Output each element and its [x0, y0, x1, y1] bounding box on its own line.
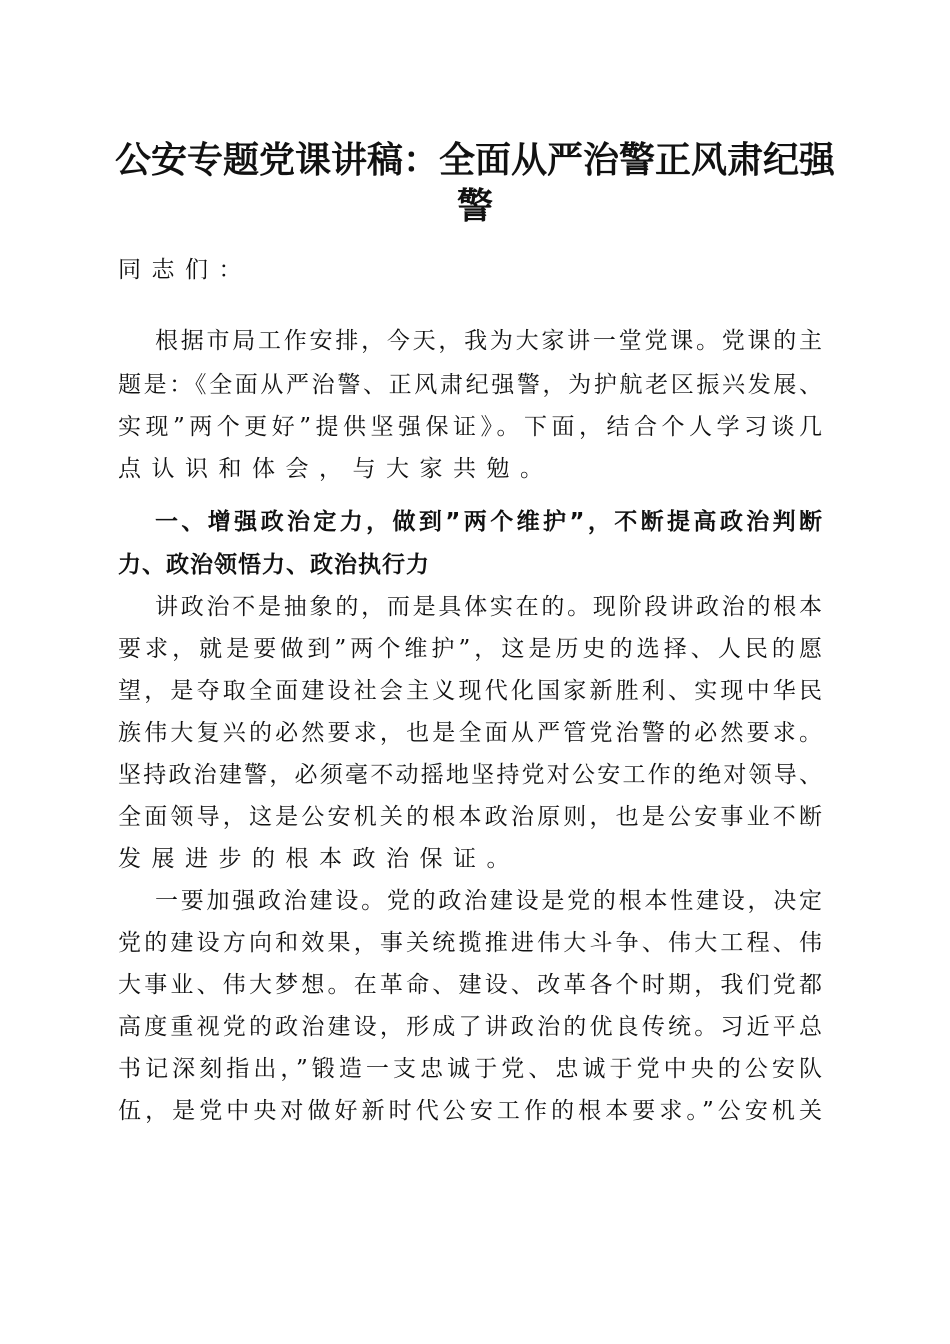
heading-line: 力、政治领悟力、政治执行力: [118, 552, 430, 578]
text-line: 实现”两个更好”提供坚强保证》。下面，结合个人学习谈几: [118, 414, 822, 440]
text-line: 望，是夺取全面建设社会主义现代化国家新胜利、实现中华民: [118, 678, 822, 704]
text-line: 党的建设方向和效果，事关统揽推进伟大斗争、伟大工程、伟: [118, 930, 822, 956]
text-line: 一要加强政治建设。党的政治建设是党的根本性建设，决定: [155, 888, 822, 914]
heading-line: 一、增强政治定力，做到”两个维护”，不断提高政治判断: [155, 509, 822, 535]
text-line: 坚持政治建警，必须毫不动摇地坚持党对公安工作的绝对领导、: [118, 762, 822, 788]
text-line: 要求，就是要做到”两个维护”，这是历史的选择、人民的愿: [118, 636, 822, 662]
document-title-line-1: 公安专题党课讲稿：全面从严治警正风肃纪强: [114, 139, 835, 181]
document-title-line-2: 警: [456, 185, 493, 227]
text-line: 讲政治不是抽象的，而是具体实在的。现阶段讲政治的根本: [155, 594, 822, 620]
text-line: 族伟大复兴的必然要求，也是全面从严管党治警的必然要求。: [118, 720, 822, 746]
text-line: 书记深刻指出，”锻造一支忠诚于党、忠诚于党中央的公安队: [118, 1056, 822, 1082]
text-line: 伍，是党中央对做好新时代公安工作的根本要求。”公安机关: [118, 1098, 822, 1124]
text-line: 题是：《全面从严治警、正风肃纪强警，为护航老区振兴发展、: [118, 372, 822, 398]
salutation: 同志们：: [118, 257, 252, 283]
text-line: 点认识和体会，与大家共勉。: [118, 456, 554, 482]
text-line: 高度重视党的政治建设，形成了讲政治的优良传统。习近平总: [118, 1014, 822, 1040]
text-line: 全面领导，这是公安机关的根本政治原则，也是公安事业不断: [118, 804, 822, 830]
text-line: 根据市局工作安排，今天，我为大家讲一堂党课。党课的主: [155, 328, 822, 354]
text-line: 大事业、伟大梦想。在革命、建设、改革各个时期，我们党都: [118, 972, 822, 998]
text-line: 发展进步的根本政治保证。: [118, 846, 520, 872]
